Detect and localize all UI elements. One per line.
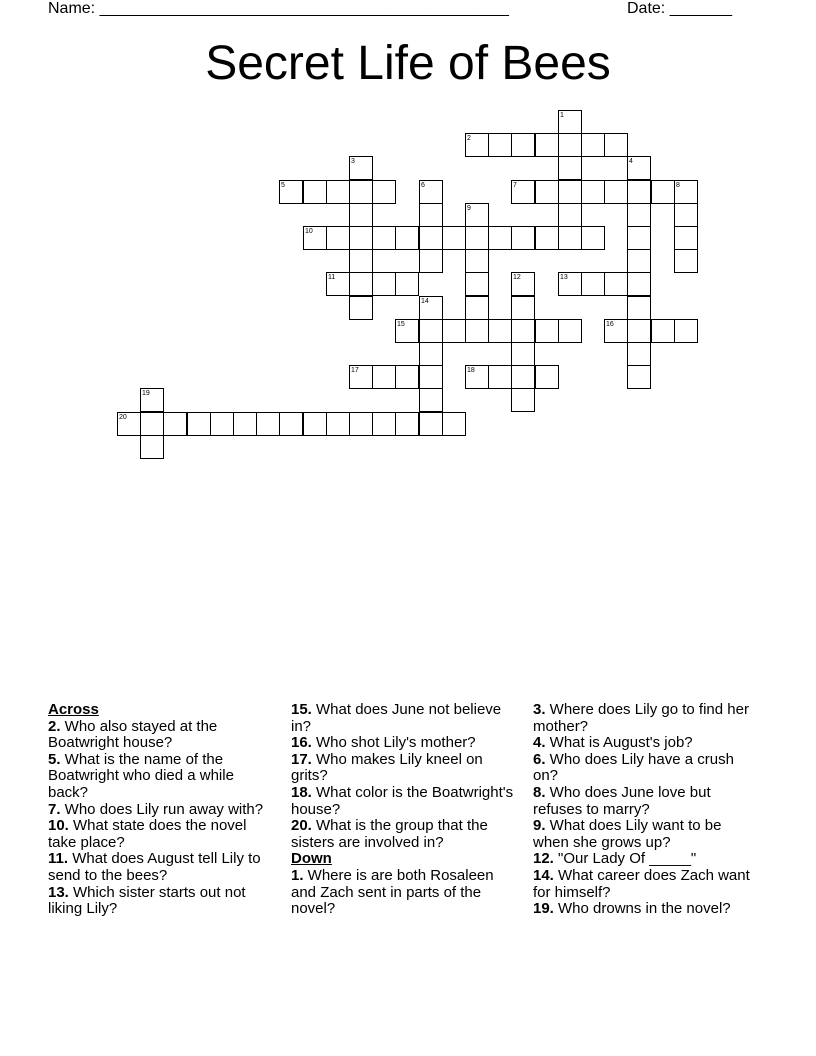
clue-text: What state does the novel take place?	[48, 817, 247, 851]
grid-cell[interactable]	[326, 412, 350, 436]
grid-cell[interactable]	[535, 133, 559, 157]
grid-cell[interactable]	[627, 296, 651, 320]
grid-cell[interactable]	[419, 319, 443, 343]
grid-cell[interactable]	[627, 319, 651, 343]
clue-number: 20.	[291, 817, 312, 835]
grid-cell[interactable]	[442, 226, 466, 250]
grid-cell[interactable]	[535, 180, 559, 204]
grid-cell[interactable]	[604, 319, 628, 343]
across-clue	[48, 719, 273, 752]
grid-cell[interactable]	[488, 319, 512, 343]
grid-cell[interactable]	[627, 180, 651, 204]
grid-cell[interactable]	[140, 412, 164, 436]
grid-cell[interactable]	[372, 180, 396, 204]
clue-text: Who shot Lily's mother?	[311, 734, 476, 752]
grid-cell[interactable]	[604, 180, 628, 204]
across-clue	[48, 885, 273, 918]
crossword-grid	[0, 0, 816, 470]
across-clue	[291, 818, 516, 851]
grid-cell[interactable]	[442, 412, 466, 436]
grid-cell[interactable]	[326, 226, 350, 250]
clue-number: 8.	[533, 783, 546, 801]
down-clue	[291, 868, 516, 918]
clue-number: 6.	[533, 750, 546, 768]
cell-number: 4	[629, 158, 633, 165]
clue-text: Where is are both Rosaleen and Zach sent in parts of the novel?	[291, 866, 494, 918]
grid-cell[interactable]	[465, 365, 489, 389]
grid-cell[interactable]	[465, 319, 489, 343]
clue-number: 11.	[48, 850, 69, 868]
grid-cell[interactable]	[326, 180, 350, 204]
grid-cell[interactable]	[419, 226, 443, 250]
across-clue	[48, 752, 273, 802]
grid-cell[interactable]	[558, 272, 582, 296]
name-line[interactable]: ______________________________________________	[99, 0, 509, 17]
grid-cell[interactable]	[511, 180, 535, 204]
cell-number: 14	[421, 298, 429, 305]
grid-cell[interactable]	[581, 180, 605, 204]
clue-number: 4.	[533, 734, 546, 752]
grid-cell[interactable]	[349, 412, 373, 436]
grid-cell[interactable]	[349, 156, 373, 180]
grid-cell[interactable]	[372, 412, 396, 436]
grid-cell[interactable]	[674, 249, 698, 273]
grid-cell[interactable]	[558, 156, 582, 180]
clue-text: Who makes Lily kneel on grits?	[291, 750, 483, 785]
grid-cell[interactable]	[419, 412, 443, 436]
grid-cell[interactable]	[558, 180, 582, 204]
clue-number: 10.	[48, 817, 69, 835]
grid-cell[interactable]	[651, 180, 675, 204]
grid-cell[interactable]	[303, 412, 327, 436]
grid-cell[interactable]	[535, 226, 559, 250]
clue-number: 14.	[533, 866, 554, 884]
grid-cell[interactable]	[604, 133, 628, 157]
grid-cell[interactable]	[395, 319, 419, 343]
grid-cell[interactable]	[558, 133, 582, 157]
grid-cell[interactable]	[627, 365, 651, 389]
cell-number: 16	[606, 321, 614, 328]
date-label: Date:	[627, 0, 670, 17]
grid-cell[interactable]	[372, 226, 396, 250]
grid-cell[interactable]	[210, 412, 234, 436]
cell-number: 3	[351, 158, 355, 165]
clue-text: Who does June love but refuses to marry?	[533, 783, 711, 818]
cell-number: 8	[676, 182, 680, 189]
grid-cell[interactable]	[558, 203, 582, 227]
across-clue	[48, 802, 273, 819]
clue-text: Who does Lily have a crush on?	[533, 750, 734, 785]
cell-number: 7	[513, 182, 517, 189]
across-clue	[291, 785, 516, 818]
across-clue	[291, 735, 516, 752]
cell-number: 12	[513, 274, 521, 281]
across-heading: Across	[48, 701, 99, 718]
page-title: Secret Life of Bees	[205, 37, 611, 90]
grid-cell[interactable]	[349, 249, 373, 273]
grid-cell[interactable]	[674, 180, 698, 204]
grid-cell[interactable]	[349, 365, 373, 389]
grid-cell[interactable]	[465, 203, 489, 227]
grid-cell[interactable]	[488, 365, 512, 389]
clue-text: What is the name of the Boatwright who died a while back?	[48, 750, 234, 801]
grid-cell[interactable]	[349, 226, 373, 250]
clue-number: 9.	[533, 817, 546, 835]
grid-cell[interactable]	[674, 226, 698, 250]
clue-number: 7.	[48, 800, 61, 818]
down-clue	[533, 851, 758, 868]
grid-cell[interactable]	[465, 133, 489, 157]
down-heading: Down	[291, 850, 332, 868]
clue-number: 2.	[48, 717, 61, 735]
grid-cell[interactable]	[627, 156, 651, 180]
grid-cell[interactable]	[511, 365, 535, 389]
clue-text: What color is the Boatwright's house?	[291, 783, 514, 818]
grid-cell[interactable]	[511, 296, 535, 320]
cell-number: 9	[467, 205, 471, 212]
grid-cell[interactable]	[627, 203, 651, 227]
grid-cell[interactable]	[511, 388, 535, 412]
clue-text: What career does Zach want for himself?	[533, 866, 750, 901]
grid-cell[interactable]	[326, 272, 350, 296]
grid-cell[interactable]	[395, 272, 419, 296]
grid-cell[interactable]	[581, 226, 605, 250]
down-clue	[533, 818, 758, 851]
grid-cell[interactable]	[117, 412, 141, 436]
clue-text: What does Lily want to be when she grows up?	[533, 817, 722, 851]
down-clue	[533, 901, 758, 918]
grid-cell[interactable]	[511, 133, 535, 157]
across-clue	[291, 752, 516, 785]
clue-number: 5.	[48, 750, 61, 768]
cell-number: 2	[467, 135, 471, 142]
grid-cell[interactable]	[349, 272, 373, 296]
grid-cell[interactable]	[372, 272, 396, 296]
grid-cell[interactable]	[511, 226, 535, 250]
grid-cell[interactable]	[419, 180, 443, 204]
cell-number: 17	[351, 367, 359, 374]
cell-number: 6	[421, 182, 425, 189]
cell-number: 5	[281, 182, 285, 189]
grid-cell[interactable]	[535, 365, 559, 389]
down-clue	[533, 735, 758, 752]
grid-cell[interactable]	[488, 226, 512, 250]
grid-cell[interactable]	[372, 365, 396, 389]
clue-text: What does August tell Lily to send to the bees?	[48, 850, 261, 884]
grid-cell[interactable]	[395, 365, 419, 389]
clue-text: Who also stayed at the Boatwright house?	[48, 717, 218, 752]
grid-cell[interactable]	[233, 412, 257, 436]
grid-cell[interactable]	[558, 319, 582, 343]
grid-cell[interactable]	[511, 272, 535, 296]
name-label: Name:	[48, 0, 100, 17]
down-clue	[533, 868, 758, 901]
grid-cell[interactable]	[627, 249, 651, 273]
grid-cell[interactable]	[465, 272, 489, 296]
grid-cell[interactable]	[465, 249, 489, 273]
clue-text: Which sister starts out not liking Lily?	[48, 883, 246, 918]
grid-cell[interactable]	[535, 319, 559, 343]
clue-text: What does June not believe in?	[291, 701, 502, 735]
clues-column-3	[533, 702, 758, 918]
clue-number: 3.	[533, 701, 546, 718]
clue-text: What is August's job?	[545, 734, 693, 752]
grid-cell[interactable]	[395, 226, 419, 250]
grid-cell[interactable]	[140, 388, 164, 412]
clues-column-1	[48, 702, 273, 918]
grid-cell[interactable]	[465, 296, 489, 320]
grid-cell[interactable]	[465, 226, 489, 250]
grid-cell[interactable]	[349, 203, 373, 227]
cell-number: 13	[560, 274, 568, 281]
clue-number: 17.	[291, 750, 312, 768]
grid-cell[interactable]	[187, 412, 211, 436]
grid-cell[interactable]	[651, 319, 675, 343]
grid-cell[interactable]	[442, 319, 466, 343]
date-line[interactable]: _______	[669, 0, 732, 17]
grid-cell[interactable]	[419, 249, 443, 273]
across-clue	[48, 818, 273, 851]
clue-number: 19.	[533, 900, 554, 918]
clues-column-2	[291, 702, 516, 918]
grid-cell[interactable]	[140, 435, 164, 459]
grid-cell[interactable]	[674, 319, 698, 343]
down-clue	[533, 785, 758, 818]
cell-number: 19	[142, 390, 150, 397]
grid-cell[interactable]	[419, 342, 443, 366]
grid-cell[interactable]	[627, 272, 651, 296]
grid-cell[interactable]	[558, 110, 582, 134]
grid-cell[interactable]	[303, 180, 327, 204]
clue-number: 12.	[533, 850, 554, 868]
grid-cell[interactable]	[511, 319, 535, 343]
down-clue	[533, 752, 758, 785]
cell-number: 1	[560, 112, 564, 119]
grid-cell[interactable]	[419, 296, 443, 320]
grid-cell[interactable]	[279, 180, 303, 204]
clue-text: "Our Lady Of _____"	[553, 850, 697, 868]
clue-text: Where does Lily go to find her mother?	[533, 701, 749, 735]
clue-number: 15.	[291, 701, 312, 718]
grid-cell[interactable]	[419, 388, 443, 412]
cell-number: 10	[305, 228, 313, 235]
grid-cell[interactable]	[395, 412, 419, 436]
grid-cell[interactable]	[581, 272, 605, 296]
grid-cell[interactable]	[349, 296, 373, 320]
grid-cell[interactable]	[674, 203, 698, 227]
grid-cell[interactable]	[558, 226, 582, 250]
across-clue	[48, 851, 273, 884]
grid-cell[interactable]	[256, 412, 280, 436]
grid-cell[interactable]	[419, 365, 443, 389]
clue-number: 16.	[291, 734, 312, 752]
down-clue	[533, 702, 758, 735]
cell-number: 11	[328, 274, 336, 281]
grid-cell[interactable]	[581, 133, 605, 157]
grid-cell[interactable]	[163, 412, 187, 436]
grid-cell[interactable]	[488, 133, 512, 157]
grid-cell[interactable]	[419, 203, 443, 227]
grid-cell[interactable]	[303, 226, 327, 250]
cell-number: 18	[467, 367, 475, 374]
grid-cell[interactable]	[279, 412, 303, 436]
clue-number: 13.	[48, 883, 69, 901]
grid-cell[interactable]	[349, 180, 373, 204]
clue-text: Who does Lily run away with?	[60, 800, 264, 818]
clue-text: What is the group that the sisters are involved in?	[291, 817, 488, 851]
grid-cell[interactable]	[627, 226, 651, 250]
clue-number: 18.	[291, 783, 312, 801]
grid-cell[interactable]	[627, 342, 651, 366]
cell-number: 20	[119, 414, 127, 421]
grid-cell[interactable]	[511, 342, 535, 366]
across-clue	[291, 702, 516, 735]
grid-cell[interactable]	[604, 272, 628, 296]
cell-number: 15	[397, 321, 405, 328]
clue-number: 1.	[291, 866, 304, 884]
clue-text: Who drowns in the novel?	[553, 900, 731, 918]
